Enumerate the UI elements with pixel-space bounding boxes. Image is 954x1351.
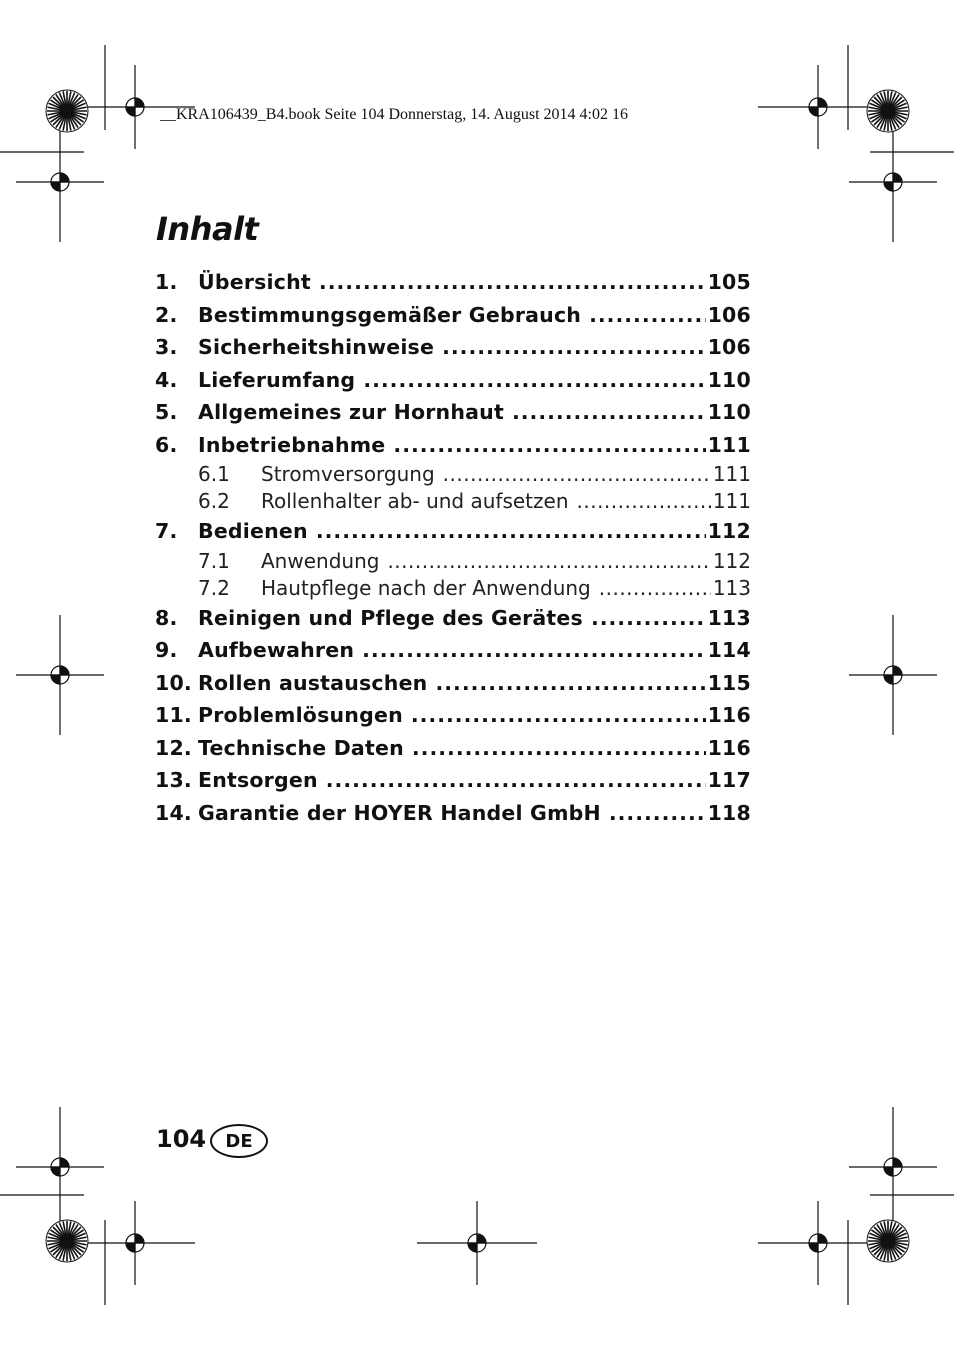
toc-entry-page: 113 — [712, 575, 751, 600]
toc-entry-number: 6.1 — [198, 462, 230, 486]
dot-leader — [443, 461, 711, 487]
toc-entry — [155, 364, 751, 397]
toc-entry-number: 6.2 — [198, 489, 230, 513]
dot-leader — [412, 732, 706, 764]
toc-entry-label: Anwendung — [261, 548, 380, 573]
toc-entry-label: Bestimmungsgemäßer Gebrauch — [198, 302, 582, 327]
toc-entry-number: 13. — [155, 768, 192, 792]
dot-leader — [362, 634, 705, 666]
toc-entry-page: 118 — [707, 800, 751, 825]
dot-leader — [577, 488, 711, 514]
toc-entry-page: 117 — [707, 768, 751, 792]
toc-entry-number: 7. — [155, 519, 178, 543]
toc-entry-page: 113 — [707, 605, 751, 630]
toc-entry-label: Garantie der HOYER Handel GmbH — [198, 800, 601, 825]
toc-entry-number: 14. — [155, 800, 192, 825]
toc-entry-label: Bedienen — [198, 519, 308, 543]
toc-entry — [155, 396, 751, 429]
toc-entry-page: 114 — [707, 638, 751, 662]
dot-leader — [512, 396, 706, 428]
toc-entry — [155, 764, 751, 797]
toc-entry — [155, 797, 751, 830]
toc-entry-label: Rollen austauschen — [198, 670, 428, 695]
toc-entry — [155, 266, 751, 299]
language-badge: DE — [210, 1124, 268, 1158]
toc-entry-label: Technische Daten — [198, 735, 404, 760]
toc-entry-number: 12. — [155, 735, 192, 760]
dot-leader — [319, 266, 706, 298]
toc-entry-label: Entsorgen — [198, 768, 318, 792]
dot-leader — [599, 575, 711, 601]
toc-subentry — [155, 548, 751, 575]
toc-entry-number: 3. — [155, 335, 178, 359]
toc-entry-number: 11. — [155, 703, 192, 727]
toc-entry-label: Stromversorgung — [261, 462, 435, 486]
toc-subentry — [155, 488, 751, 515]
toc-entry-page: 111 — [712, 462, 751, 486]
toc-entry-page: 116 — [707, 703, 751, 727]
toc-entry — [155, 515, 751, 548]
toc-entry-label: Inbetriebnahme — [198, 432, 386, 457]
toc-entry-number: 9. — [155, 638, 178, 662]
toc-entry-number: 5. — [155, 400, 178, 424]
toc-entry-label: Sicherheitshinweise — [198, 335, 435, 359]
dot-leader — [393, 429, 705, 461]
toc-entry-page: 106 — [707, 335, 751, 359]
dot-leader — [591, 602, 706, 634]
toc-entry-page: 110 — [707, 367, 751, 392]
toc-entry — [155, 634, 751, 667]
toc-entry-page: 110 — [707, 400, 751, 424]
toc-entry-number: 2. — [155, 302, 178, 327]
toc-entry — [155, 331, 751, 364]
toc-entry-page: 105 — [707, 270, 751, 294]
toc-entry-page: 115 — [707, 670, 751, 695]
dot-leader — [442, 331, 706, 363]
toc-entry — [155, 732, 751, 765]
page-title: Inhalt — [156, 210, 259, 248]
dot-leader — [609, 797, 706, 829]
toc-entry — [155, 667, 751, 700]
table-of-contents — [155, 266, 751, 829]
print-slug: __KRA106439_B4.book Seite 104 Donnerstag, 14. August 2014 4:02 16 — [160, 106, 628, 123]
toc-entry — [155, 699, 751, 732]
dot-leader — [411, 699, 706, 731]
dot-leader — [387, 548, 710, 574]
toc-entry — [155, 602, 751, 635]
toc-entry-page: 111 — [707, 432, 751, 457]
toc-entry-label: Rollenhalter ab- und aufsetzen — [261, 489, 569, 513]
toc-entry-number: 1. — [155, 270, 178, 294]
toc-entry-page: 111 — [712, 489, 751, 513]
toc-entry-number: 7.1 — [198, 548, 230, 573]
toc-entry-page: 112 — [707, 519, 751, 543]
toc-entry-label: Problemlösungen — [198, 703, 403, 727]
toc-entry-page: 112 — [712, 548, 751, 573]
toc-entry-label: Übersicht — [198, 270, 311, 294]
dot-leader — [363, 364, 705, 396]
toc-entry-label: Allgemeines zur Hornhaut — [198, 400, 504, 424]
dot-leader — [435, 667, 705, 699]
dot-leader — [316, 515, 706, 547]
toc-subentry — [155, 461, 751, 488]
toc-entry-page: 106 — [707, 302, 751, 327]
toc-entry-label: Reinigen und Pflege des Gerätes — [198, 605, 583, 630]
dot-leader — [589, 299, 705, 331]
toc-entry-number: 10. — [155, 670, 192, 695]
toc-entry-number: 7.2 — [198, 575, 230, 600]
toc-entry-number: 4. — [155, 367, 178, 392]
toc-subentry — [155, 575, 751, 602]
toc-entry-number: 6. — [155, 432, 178, 457]
dot-leader — [326, 764, 706, 796]
toc-entry — [155, 429, 751, 462]
page-number: 104 — [156, 1125, 207, 1153]
toc-entry — [155, 299, 751, 332]
toc-entry-page: 116 — [707, 735, 751, 760]
toc-entry-label: Hautpflege nach der Anwendung — [261, 575, 591, 600]
toc-entry-number: 8. — [155, 605, 178, 630]
toc-entry-label: Aufbewahren — [198, 638, 355, 662]
toc-entry-label: Lieferumfang — [198, 367, 356, 392]
